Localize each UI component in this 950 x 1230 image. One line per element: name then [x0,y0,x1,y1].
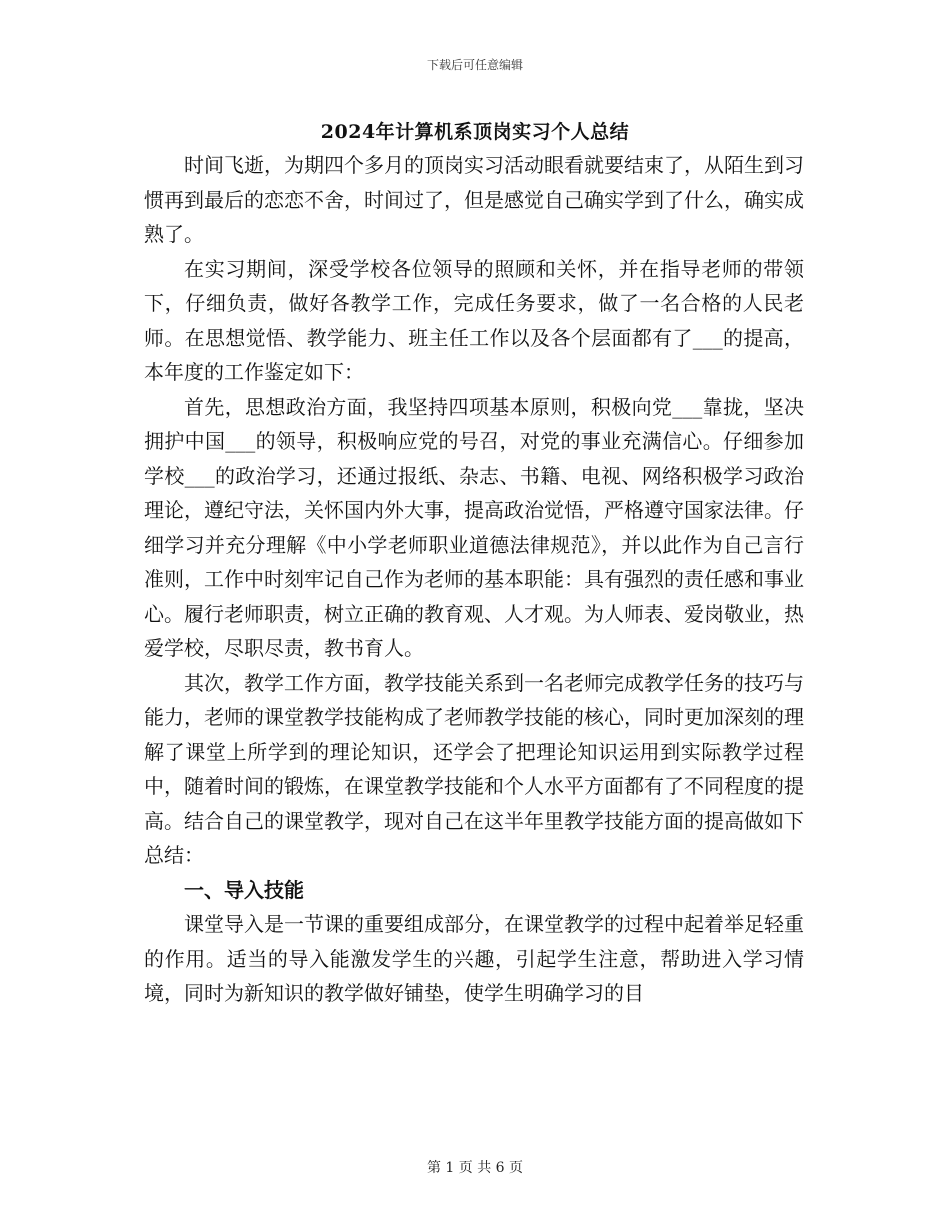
page-number-footer: 第 1 页 共 6 页 [426,1160,524,1176]
paragraph-intro: 时间飞逝，为期四个多月的顶岗实习活动眼看就要结束了，从陌生到习惯再到最后的恋恋不舍，时间过了，但是感觉自己确实学到了什么，确实成熟了。 [144,153,804,246]
paragraph-intro-skills: 课堂导入是一节课的重要组成部分，在课堂教学的过程中起着举足轻重的作用。适当的导入能激发学生的兴趣，引起学生注意，帮助进入学习情境，同时为新知识的教学做好铺垫，使学生明确学习的目 [144,912,804,1005]
header-note: 下载后可任意编辑 [426,58,523,72]
paragraph-teaching-work: 其次，教学工作方面，教学技能关系到一名老师完成教学任务的技巧与能力，老师的课堂教学技能构成了老师教学技能的核心，同时更加深刻的理解了课堂上所学到的理论知识，还学会了把理论知识运用到实际教学过程中，随着时间的锻炼，在课堂教学技能和个人水平方面都有了不同程度的提高。结合自己的课堂教学，现对自己在这半年里教学技能方面的提高做如下总结： [144,670,804,867]
document-body [144,148,804,1011]
paragraph-political-thought: 首先，思想政治方面，我坚持四项基本原则，积极向党___靠拢，坚决拥护中国___的领导，积极响应党的号召，对党的事业充满信心。仔细参加学校___的政治学习，还通过报纸、杂志、书籍、电视、网络积极学习政治理论，遵纪守法，关怀国内外大事，提高政治觉悟，严格遵守国家法律。仔细学习并充分理解《中小学老师职业道德法律规范》，并以此作为自己言行准则，工作中时刻牢记自己作为老师的基本职能：具有强烈的责任感和事业心。履行老师职责，树立正确的教育观、人才观。为人师表、爱岗敬业，热爱学校，尽职尽责，教书育人。 [144,394,804,660]
document-title: 2024年计算机系顶岗实习个人总结 [320,121,630,143]
paragraph-internship-period: 在实习期间，深受学校各位领导的照顾和关怀，并在指导老师的带领下，仔细负责，做好各教学工作，完成任务要求，做了一名合格的人民老师。在思想觉悟、教学能力、班主任工作以及各个层面都有了___的提高，本年度的工作鉴定如下： [144,256,804,384]
section-heading-intro-skills: 一、导入技能 [184,877,304,902]
